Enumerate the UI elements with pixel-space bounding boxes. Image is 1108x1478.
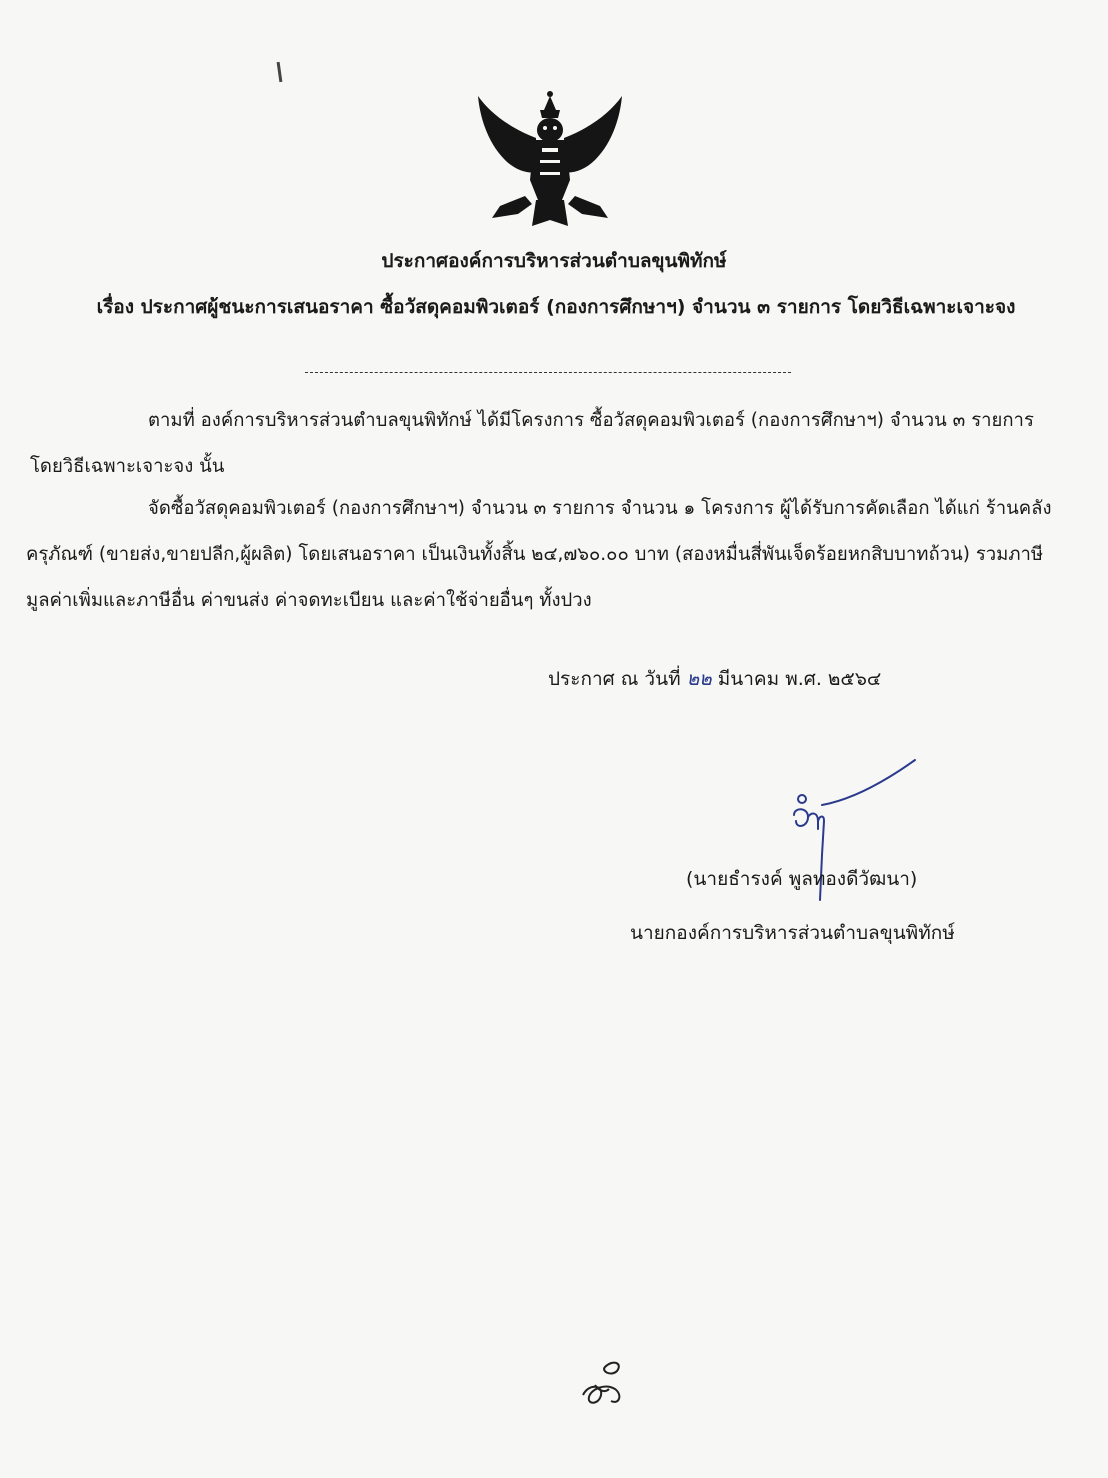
stray-mark xyxy=(277,62,283,82)
paragraph-winner: จัดซื้อวัสดุคอมพิวเตอร์ (กองการศึกษาฯ) จำนวน ๓ รายการ จำนวน ๑ โครงการ ผู้ได้รับการคัดเลือก ได้แก่ ร้านคลังครุภัณฑ์ (ขายส่ง,ขายปลีก,ผู้ผลิต) โดยเสนอราคา เป็นเงินทั้งสิ้น ๒๔,๗๖๐.๐๐ บาท (สองหมื่นสี่พันเจ็ดร้อยหกสิบบาทถ้วน) รวมภาษีมูลค่าเพิ่มและภาษีอื่น ค่าขนส่ง ค่าจดทะเบียน และค่าใช้จ่ายอื่นๆ ทั้งปวง xyxy=(26,498,1052,611)
paragraph-project: ตามที่ องค์การบริหารส่วนตำบลขุนพิทักษ์ ได้มีโครงการ ซื้อวัสดุคอมพิวเตอร์ (กองการศึกษาฯ) จำนวน ๓ รายการ โดยวิธีเฉพาะเจาะจง นั้น xyxy=(30,410,1034,477)
date-month-year: มีนาคม พ.ศ. ๒๕๖๔ xyxy=(717,668,882,690)
announcement-subject: เรื่อง ประกาศผู้ชนะการเสนอราคา ซื้อวัสดุคอมพิวเตอร์ (กองการศึกษาฯ) จำนวน ๓ รายการ โดยวิธีเฉพาะเจาะจง xyxy=(96,296,1016,318)
announcement-heading: ประกาศองค์การบริหารส่วนตำบลขุนพิทักษ์ xyxy=(381,250,727,272)
signer-title: นายกองค์การบริหารส่วนตำบลขุนพิทักษ์ xyxy=(630,922,955,944)
signer-name: (นายธำรงค์ พูลทองดีวัฒนา) xyxy=(686,868,918,890)
divider xyxy=(305,372,791,373)
date-prefix: ประกาศ ณ วันที่ xyxy=(548,668,681,690)
date-day: ๒๒ xyxy=(686,668,712,690)
handwritten-initials xyxy=(575,1355,635,1410)
garuda-emblem-icon xyxy=(470,88,630,233)
announcement-date xyxy=(548,664,881,694)
